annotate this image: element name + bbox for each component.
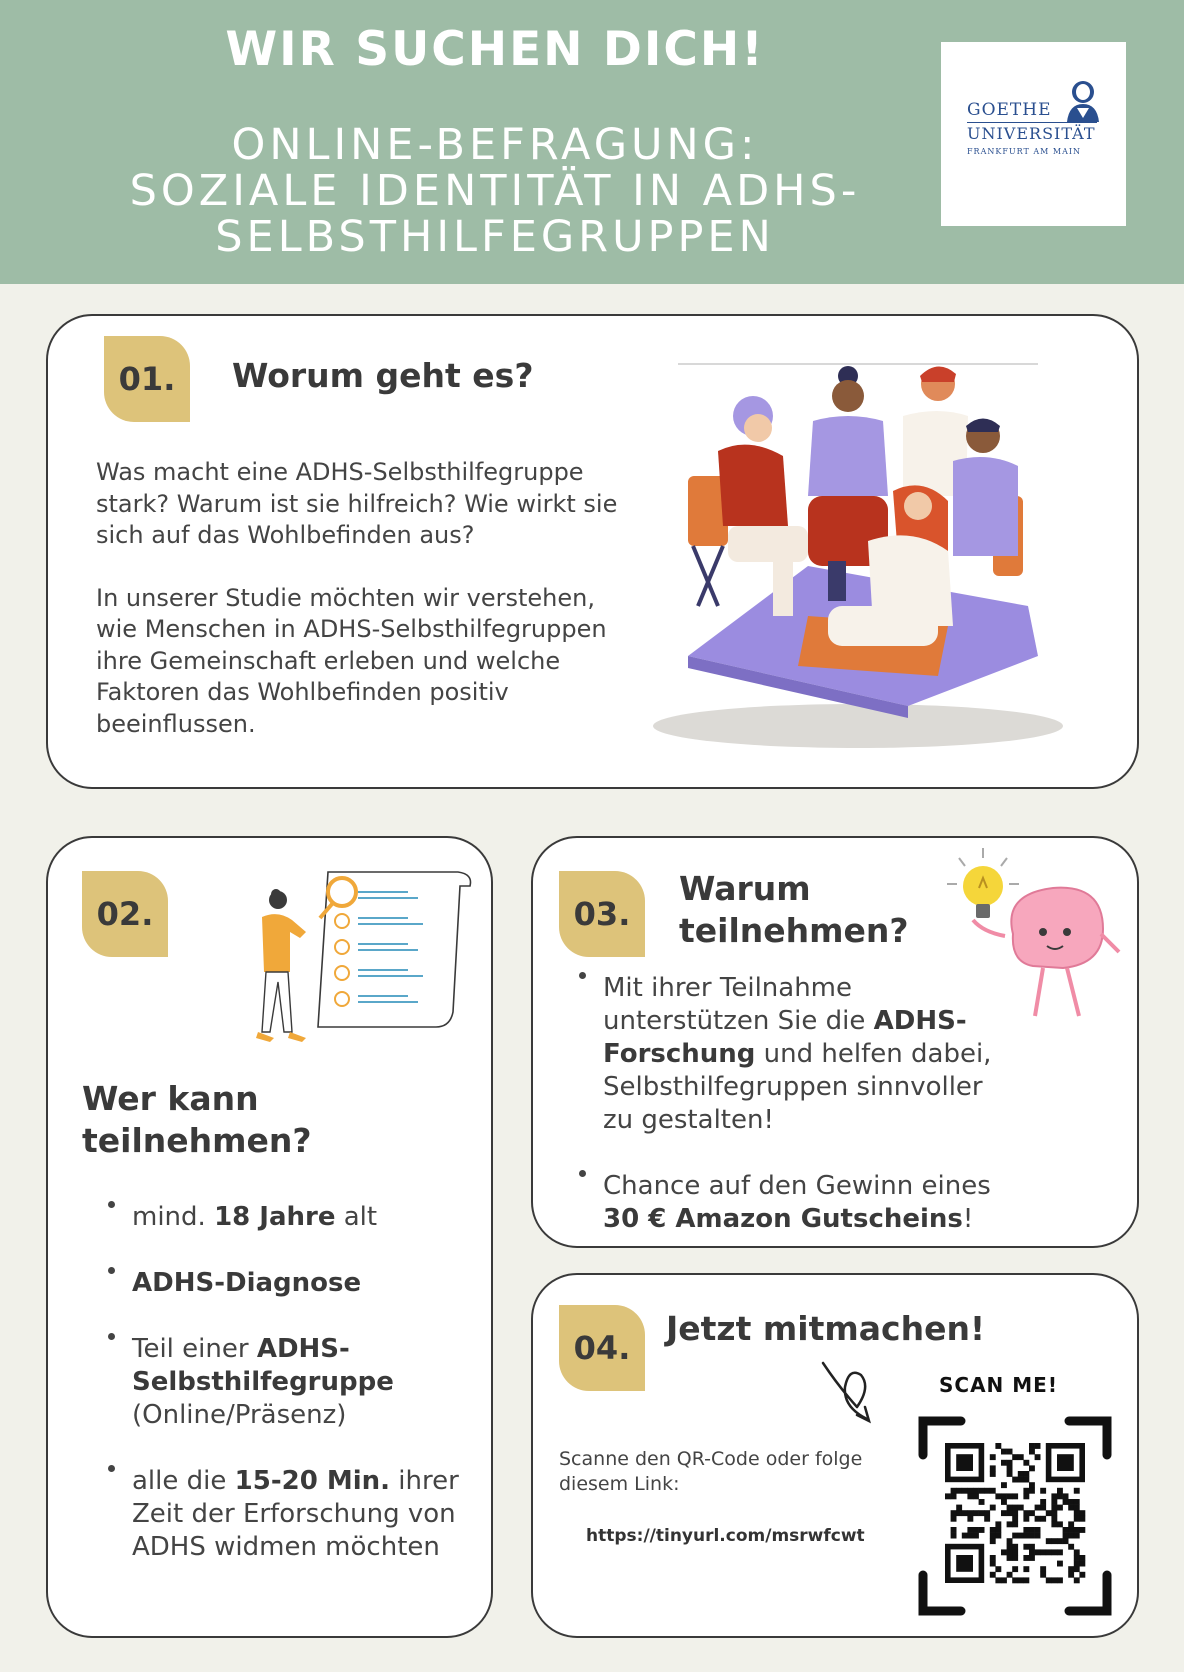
checklist-person-illustration: [248, 862, 488, 1062]
qr-module: [1007, 1538, 1013, 1544]
qr-module: [1001, 1510, 1007, 1516]
qr-module: [990, 1527, 996, 1533]
qr-module: [945, 1493, 951, 1499]
qr-module: [1007, 1493, 1013, 1499]
headline: WIR SUCHEN DICH!: [225, 22, 765, 77]
qr-module: [1023, 1493, 1029, 1499]
qr-module: [1079, 1527, 1085, 1533]
qr-module: [1029, 1549, 1035, 1555]
qr-module: [1063, 1533, 1069, 1539]
qr-module: [1007, 1465, 1013, 1471]
subtitle: [0, 122, 990, 260]
qr-module: [1057, 1549, 1063, 1555]
qr-module: [1068, 1533, 1074, 1539]
qr-module: [1001, 1499, 1007, 1505]
list-item: Teil einer ADHS-Selbsthilfegruppe (Online/Präsenz): [102, 1333, 482, 1432]
title-line: Wer kann: [82, 1079, 259, 1118]
qr-module: [1007, 1510, 1013, 1516]
qr-module: [1007, 1505, 1013, 1511]
qr-module: [1074, 1499, 1080, 1505]
qr-module: [956, 1488, 962, 1494]
qr-module: [1057, 1493, 1063, 1499]
qr-module: [967, 1510, 973, 1516]
qr-module: [1051, 1493, 1057, 1499]
qr-module: [1023, 1555, 1029, 1561]
qr-module: [1023, 1488, 1029, 1494]
qr-module: [1063, 1538, 1069, 1544]
qr-module: [1029, 1555, 1035, 1561]
qr-module: [1023, 1477, 1029, 1483]
subtitle-line: SELBSTHILFEGRUPPEN: [215, 212, 775, 262]
title-line: teilnehmen?: [679, 911, 909, 950]
qr-module: [1040, 1505, 1046, 1511]
title-line: Warum: [679, 869, 811, 908]
qr-module: [967, 1516, 973, 1522]
qr-module: [1074, 1510, 1080, 1516]
qr-module: [1074, 1566, 1080, 1572]
qr-module: [1023, 1544, 1029, 1550]
qr-module: [967, 1488, 973, 1494]
qr-module: [1068, 1572, 1074, 1578]
qr-module: [990, 1465, 996, 1471]
qr-module: [1023, 1577, 1029, 1583]
curly-arrow-icon: [819, 1357, 889, 1431]
logo-divider: [967, 122, 1097, 123]
qr-module: [1074, 1561, 1080, 1567]
qr-module: [984, 1488, 990, 1494]
qr-module: [956, 1505, 962, 1511]
qr-module: [1029, 1443, 1035, 1449]
qr-instruction: Scanne den QR-Code oder folge diesem Link:: [559, 1448, 863, 1495]
qr-module: [1051, 1499, 1057, 1505]
qr-module: [995, 1493, 1001, 1499]
qr-module: [1023, 1510, 1029, 1516]
qr-module: [1079, 1516, 1085, 1522]
qr-module: [1040, 1488, 1046, 1494]
qr-module: [1001, 1549, 1007, 1555]
qr-module: [990, 1471, 996, 1477]
qr-module: [1023, 1527, 1029, 1533]
qr-module: [1007, 1572, 1013, 1578]
qr-module: [1012, 1544, 1018, 1550]
qr-module: [1057, 1521, 1063, 1527]
qr-module: [1035, 1505, 1041, 1511]
qr-module: [962, 1488, 968, 1494]
qr-module: [1035, 1533, 1041, 1539]
qr-module: [967, 1533, 973, 1539]
qr-module: [1007, 1555, 1013, 1561]
qr-module: [1079, 1555, 1085, 1561]
section-title: [82, 1078, 312, 1162]
qr-module: [1029, 1510, 1035, 1516]
qr-module: [1057, 1505, 1063, 1511]
qr-module: [1018, 1577, 1024, 1583]
qr-module: [995, 1566, 1001, 1572]
qr-module: [1018, 1477, 1024, 1483]
qr-module: [1012, 1516, 1018, 1522]
section-title: [679, 868, 909, 952]
qr-module: [1018, 1505, 1024, 1511]
qr-module: [1007, 1544, 1013, 1550]
qr-module: [1051, 1521, 1057, 1527]
qr-module: [1074, 1533, 1080, 1539]
qr-module: [984, 1510, 990, 1516]
qr-module: [1035, 1443, 1041, 1449]
qr-module: [1029, 1544, 1035, 1550]
qr-module: [990, 1555, 996, 1561]
qr-module: [973, 1510, 979, 1516]
qr-module: [1029, 1449, 1035, 1455]
qr-module: [962, 1510, 968, 1516]
qr-module: [1035, 1549, 1041, 1555]
qr-module: [1029, 1465, 1035, 1471]
qr-module: [1051, 1549, 1057, 1555]
section-number-badge: 01.: [104, 336, 190, 422]
qr-module: [1023, 1533, 1029, 1539]
qr-module: [1035, 1527, 1041, 1533]
qr-module: [1023, 1566, 1029, 1572]
qr-module: [1012, 1566, 1018, 1572]
qr-module: [1012, 1454, 1018, 1460]
qr-module: [967, 1493, 973, 1499]
qr-module: [1057, 1488, 1063, 1494]
section-number-badge: 03.: [559, 871, 645, 957]
qr-module: [1018, 1533, 1024, 1539]
qr-module: [951, 1533, 957, 1539]
qr-module: [1068, 1521, 1074, 1527]
qr-module: [1074, 1516, 1080, 1522]
qr-module: [979, 1488, 985, 1494]
qr-module: [979, 1510, 985, 1516]
qr-module: [990, 1505, 996, 1511]
qr-module: [951, 1516, 957, 1522]
paragraph: In unserer Studie möchten wir verstehen, wie Menschen in ADHS-Selbsthilfegruppen ihre Gemeinschaft erleben und welche Faktoren das Wohlbefinden positiv beeinflussen.: [96, 583, 607, 738]
requirements-list: [102, 1201, 482, 1564]
logo-text-city: FRANKFURT AM MAIN: [967, 147, 1082, 156]
qr-module: [1063, 1493, 1069, 1499]
subtitle-line: ONLINE-BEFRAGUNG:: [231, 120, 759, 170]
logo-text-goethe: GOETHE: [967, 100, 1052, 120]
qr-module: [951, 1488, 957, 1494]
qr-module: [990, 1572, 996, 1578]
list-item: Chance auf den Gewinn eines 30 € Amazon Gutscheins!: [573, 1170, 993, 1236]
qr-module: [995, 1521, 1001, 1527]
qr-module: [1012, 1505, 1018, 1511]
qr-module: [1007, 1471, 1013, 1477]
qr-module: [967, 1527, 973, 1533]
qr-module: [1040, 1572, 1046, 1578]
qr-module: [1074, 1527, 1080, 1533]
qr-module: [1007, 1549, 1013, 1555]
qr-module: [979, 1527, 985, 1533]
scan-me-label: SCAN ME!: [939, 1373, 1058, 1397]
qr-module: [1023, 1460, 1029, 1466]
qr-module: [1068, 1499, 1074, 1505]
qr-module: [1001, 1482, 1007, 1488]
qr-module: [973, 1493, 979, 1499]
qr-module: [1074, 1549, 1080, 1555]
qr-module: [1007, 1521, 1013, 1527]
qr-module: [973, 1533, 979, 1539]
qr-module: [995, 1443, 1001, 1449]
qr-module: [1012, 1549, 1018, 1555]
logo-text-universitaet: UNIVERSITÄT: [967, 124, 1096, 143]
group-discussion-illustration: [648, 356, 1068, 756]
qr-module: [1001, 1493, 1007, 1499]
qr-module: [1012, 1555, 1018, 1561]
qr-module: [1063, 1527, 1069, 1533]
section-wer-kann: [46, 836, 493, 1638]
qr-module: [1068, 1544, 1074, 1550]
list-item: mind. 18 Jahre alt: [102, 1201, 482, 1234]
section-worum: [46, 314, 1139, 789]
qr-module: [951, 1510, 957, 1516]
qr-module: [1029, 1482, 1035, 1488]
qr-code[interactable]: [917, 1415, 1113, 1617]
paragraph: Was macht eine ADHS-Selbsthilfegruppe stark? Warum ist sie hilfreich? Wie wirkt sie sich auf das Wohlbefinden aus?: [96, 458, 618, 549]
qr-module: [984, 1516, 990, 1522]
qr-module: [990, 1488, 996, 1494]
qr-module: [990, 1454, 996, 1460]
qr-module: [1018, 1454, 1024, 1460]
qr-module: [962, 1533, 968, 1539]
qr-module: [1018, 1471, 1024, 1477]
header-banner: [0, 0, 1184, 284]
qr-module: [1012, 1510, 1018, 1516]
qr-module: [1079, 1572, 1085, 1578]
section-title: Jetzt mitmachen!: [666, 1309, 986, 1348]
qr-module: [973, 1527, 979, 1533]
qr-module: [1051, 1505, 1057, 1511]
list-item: alle die 15-20 Min. ihrer Zeit der Erforschung von ADHS widmen möchten: [102, 1465, 482, 1564]
qr-module: [1040, 1566, 1046, 1572]
qr-module: [1035, 1516, 1041, 1522]
qr-module: [1057, 1577, 1063, 1583]
qr-module: [995, 1533, 1001, 1539]
qr-module: [1051, 1538, 1057, 1544]
goethe-portrait-icon: [1063, 78, 1103, 122]
qr-module: [1012, 1577, 1018, 1583]
qr-module: [1035, 1454, 1041, 1460]
qr-module: [990, 1538, 996, 1544]
qr-module: [956, 1510, 962, 1516]
qr-module: [1074, 1577, 1080, 1583]
qr-module: [1001, 1449, 1007, 1455]
qr-module: [951, 1527, 957, 1533]
qr-module: [1023, 1471, 1029, 1477]
qr-module: [1051, 1510, 1057, 1516]
list-item: ADHS-Diagnose: [102, 1267, 482, 1300]
section-title: Worum geht es?: [232, 356, 534, 395]
qr-module: [1051, 1577, 1057, 1583]
qr-module: [1079, 1561, 1085, 1567]
qr-module: [1029, 1527, 1035, 1533]
survey-link[interactable]: https://tinyurl.com/msrwfcwt: [586, 1526, 865, 1546]
qr-module: [1068, 1566, 1074, 1572]
section-number-badge: 02.: [82, 871, 168, 957]
qr-module: [990, 1533, 996, 1539]
qr-module: [1029, 1533, 1035, 1539]
qr-module: [1001, 1460, 1007, 1466]
qr-module: [1046, 1577, 1052, 1583]
qr-module: [1068, 1527, 1074, 1533]
qr-module: [1074, 1555, 1080, 1561]
qr-module: [973, 1488, 979, 1494]
qr-module: [1007, 1449, 1013, 1455]
qr-module: [1007, 1460, 1013, 1466]
qr-module: [995, 1577, 1001, 1583]
qr-module: [1079, 1510, 1085, 1516]
qr-module: [1046, 1549, 1052, 1555]
qr-module: [1057, 1538, 1063, 1544]
qr-module: [951, 1493, 957, 1499]
section-warum: [531, 836, 1139, 1248]
list-item: Mit ihrer Teilnahme unterstützen Sie die ADHS-Forschung und helfen dabei, Selbsthilfegruppen sinnvoller zu gestalten!: [573, 972, 993, 1137]
qr-module: [1046, 1538, 1052, 1544]
qr-module: [1057, 1561, 1063, 1567]
qr-module: [1074, 1505, 1080, 1511]
qr-module: [1063, 1499, 1069, 1505]
qr-module: [1068, 1505, 1074, 1511]
qr-module: [1074, 1488, 1080, 1494]
benefits-list: [573, 972, 993, 1236]
qr-module: [979, 1499, 985, 1505]
section-mitmachen: [531, 1273, 1139, 1638]
title-line: teilnehmen?: [82, 1121, 312, 1160]
qr-module: [1001, 1577, 1007, 1583]
qr-module: [1040, 1516, 1046, 1522]
university-logo: [941, 42, 1126, 226]
qr-module: [1046, 1510, 1052, 1516]
qr-module: [1012, 1521, 1018, 1527]
qr-module: [1012, 1533, 1018, 1539]
qr-module: [995, 1527, 1001, 1533]
qr-module: [1012, 1493, 1018, 1499]
qr-module: [1040, 1499, 1046, 1505]
qr-module: [1029, 1488, 1035, 1494]
qr-module: [1051, 1516, 1057, 1522]
section-number-badge: 04.: [559, 1305, 645, 1391]
qr-module: [1012, 1477, 1018, 1483]
qr-module: [990, 1561, 996, 1567]
qr-module: [1023, 1516, 1029, 1522]
subtitle-line: SOZIALE IDENTITÄT IN ADHS-: [129, 166, 861, 216]
section-body: [96, 457, 636, 771]
qr-module: [1040, 1549, 1046, 1555]
